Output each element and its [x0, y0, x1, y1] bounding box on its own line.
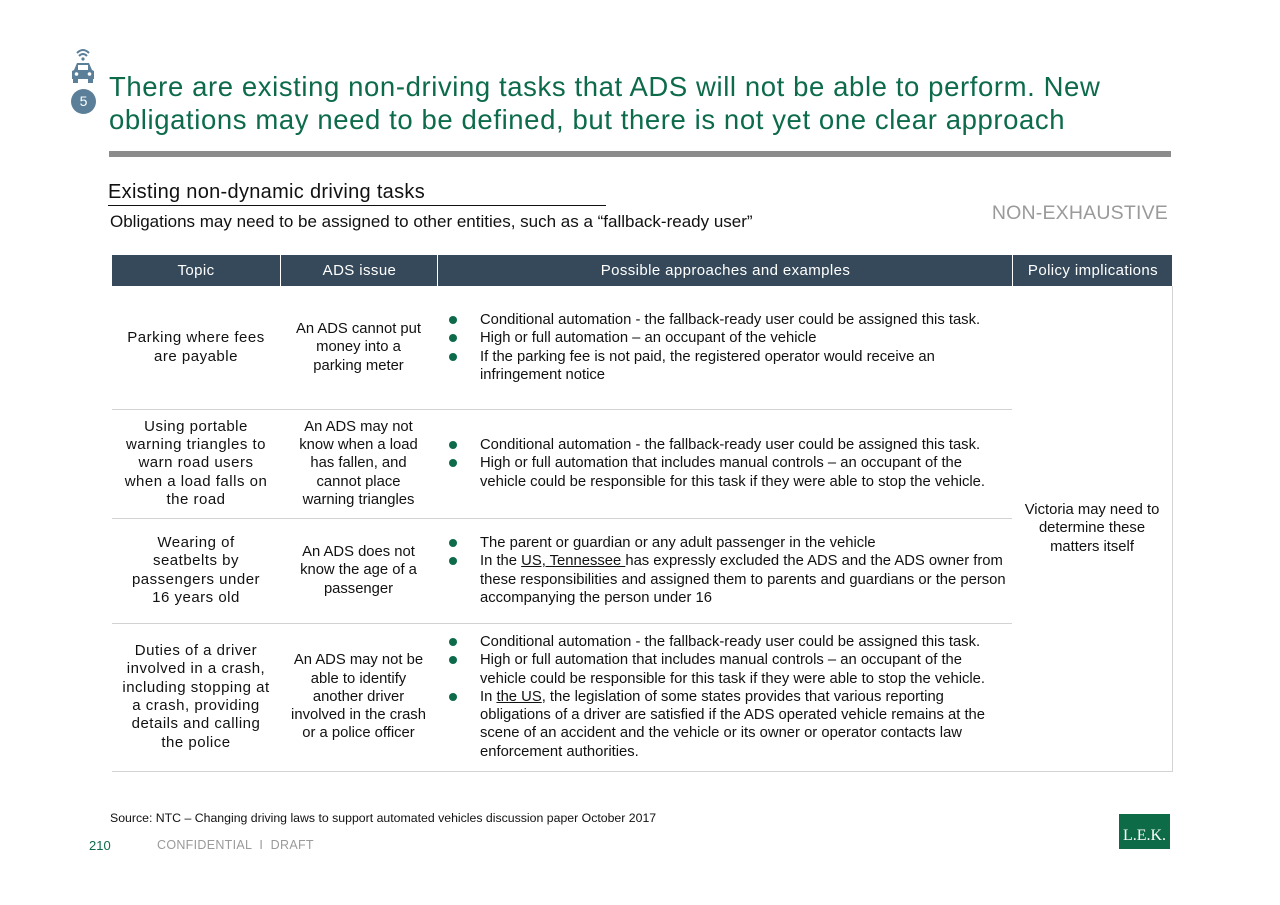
- table-row-topic: [112, 286, 280, 409]
- header-topic: Topic: [177, 262, 215, 279]
- issue-text: An ADS may not know when a load has fallen, and cannot place warning triangles: [299, 418, 418, 508]
- table-row-topic: [112, 518, 280, 623]
- table-row-approaches: [449, 518, 1009, 623]
- header-approaches: Possible approaches and examples: [437, 255, 1013, 286]
- approach-text: In the: [480, 553, 522, 570]
- topic-text: Wearing of seatbelts by passengers under 16 years old: [131, 533, 261, 606]
- confidentiality-label: CONFIDENTIAL I DRAFT: [157, 838, 314, 852]
- the-us-reference: the US: [496, 688, 542, 705]
- table-row-topic: [112, 409, 280, 518]
- list-item: High or full automation – an occupant of the vehicle: [449, 329, 1009, 347]
- section-subtext: Obligations may need to be assigned to other entities, such as a “fallback-ready user”: [110, 212, 753, 231]
- approach-text: has expressly excluded the ADS and the ADS owner from these responsibilities and assigned them to parents and guardians or the person accompanying the person under 16: [480, 553, 1006, 606]
- title-line-2: obligations may need to be defined, but there is not yet one clear approach: [109, 104, 1066, 135]
- section-subheading: Existing non-dynamic driving tasks: [108, 181, 606, 206]
- list-item: If the parking fee is not paid, the registered operator would receive an infringement notice: [449, 348, 1009, 384]
- issue-text: An ADS cannot put money into a parking meter: [295, 321, 422, 374]
- policy-implication-cell: [1012, 286, 1172, 771]
- approach-text: In: [480, 688, 497, 705]
- page-number: 210: [89, 838, 111, 853]
- topic-text: Duties of a driver involved in a crash, including stopping at a crash, providing details and calling the police: [122, 642, 270, 751]
- list-item: Conditional automation - the fallback-ready user could be assigned this task.: [449, 311, 1009, 329]
- list-item: The parent or guardian or any adult passenger in the vehicle: [449, 534, 1009, 552]
- table-row-issue: [280, 286, 437, 409]
- list-item: Conditional automation - the fallback-ready user could be assigned this task.: [449, 633, 1009, 651]
- title-divider: [109, 151, 1171, 157]
- topic-text: Parking where fees are payable: [127, 329, 265, 365]
- source-note: Source: NTC – Changing driving laws to support automated vehicles discussion paper October 2017: [110, 811, 657, 825]
- title-line-1: There are existing non-driving tasks that ADS will not be able to perform. New: [109, 71, 1101, 102]
- table-row-issue: [280, 623, 437, 771]
- header-policy: Policy implications: [1012, 255, 1173, 286]
- table-row-topic: [112, 623, 280, 771]
- policy-text: Victoria may need to determine these matters itself: [1024, 502, 1160, 555]
- list-item: [449, 552, 1009, 607]
- table-body: [112, 286, 1173, 772]
- table-header: [112, 255, 1172, 286]
- topic-text: Using portable warning triangles to warn road users when a load falls on the road: [124, 417, 268, 508]
- us-tennessee-reference: US, Tennessee: [521, 553, 626, 570]
- section-number-badge: 5: [71, 89, 96, 114]
- approach-text: , the legislation of some states provides that various reporting obligations of a driver are satisfied if the ADS operated vehicle remains at the scene of an accident and the vehicle or its owner or operator contacts law enforcement authorities.: [480, 688, 986, 760]
- issue-text: An ADS does not know the age of a passenger: [300, 544, 417, 597]
- page-title: [109, 70, 1179, 136]
- table-row-issue: [280, 518, 437, 623]
- lek-logo: L.E.K.: [1119, 814, 1170, 849]
- list-item: High or full automation that includes manual controls – an occupant of the vehicle could be responsible for this task if they were able to stop the vehicle.: [449, 651, 1009, 687]
- header-ads-issue: ADS issue: [280, 255, 438, 286]
- table-row-approaches: [449, 286, 1009, 409]
- non-exhaustive-tag: NON-EXHAUSTIVE: [991, 202, 1168, 224]
- table-row-approaches: [449, 409, 1009, 518]
- issue-text: An ADS may not be able to identify another driver involved in the crash or a police officer: [291, 652, 426, 742]
- table-row-issue: [280, 409, 437, 518]
- list-item: [449, 688, 1009, 761]
- list-item: Conditional automation - the fallback-ready user could be assigned this task.: [449, 436, 1009, 454]
- list-item: High or full automation that includes manual controls – an occupant of the vehicle could be responsible for this task if they were able to stop the vehicle.: [449, 454, 1009, 490]
- table-row-approaches: [449, 623, 1009, 771]
